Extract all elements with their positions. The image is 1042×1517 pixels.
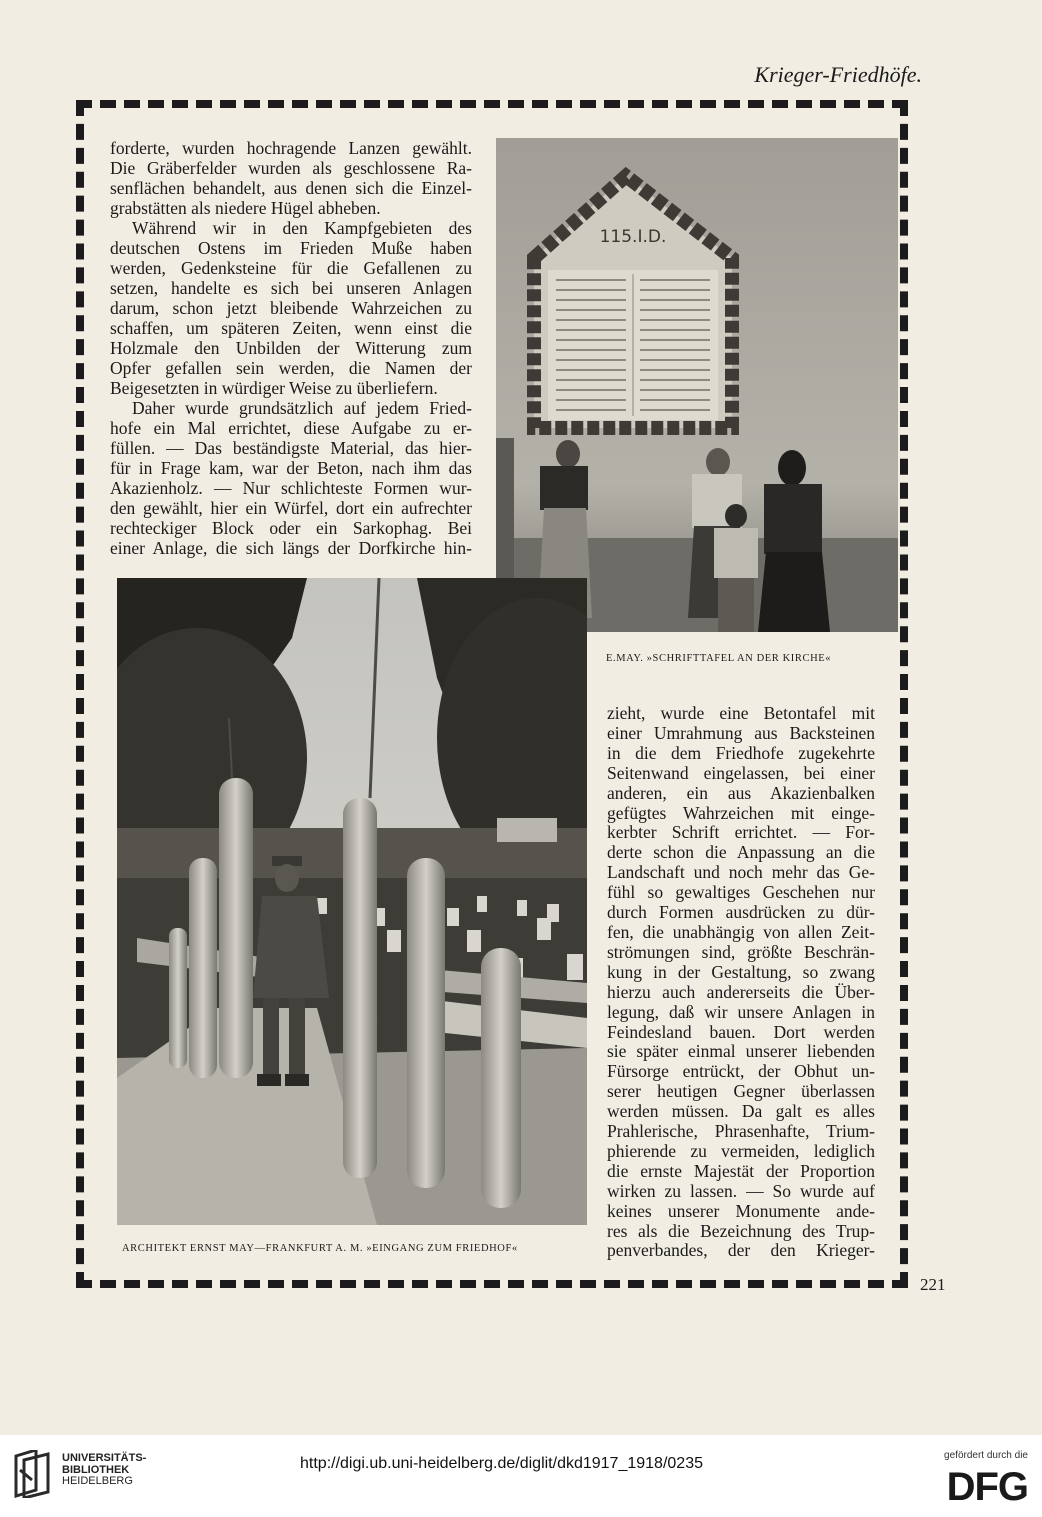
text-line: den gewählt, hier ein Würfel, dort ein aufrechter bbox=[110, 498, 472, 518]
text-line: rechteckiger Block oder ein Sarkophag. Bei bbox=[110, 518, 472, 538]
text-line: penverbandes, der den Krieger- bbox=[607, 1240, 875, 1261]
text-line: hierzu auch andererseits die Über- bbox=[607, 981, 875, 1002]
text-line: werden, Gedenksteine für die Gefallenen zu bbox=[110, 258, 472, 278]
text-line: derte schon die Anpassung an die bbox=[607, 842, 875, 863]
text-line: Landschaft und noch mehr das Ge- bbox=[607, 862, 875, 883]
text-line: anderen, ein aus Akazienbalken bbox=[607, 782, 875, 803]
caption-cemetery-entrance: ARCHITEKT ERNST MAY—FRANKFURT A. M. »EINGANG ZUM FRIEDHOF« bbox=[122, 1243, 518, 1254]
text-line: forderte, wurden hochragende Lanzen gewählt. bbox=[110, 138, 472, 158]
sponsor-label: gefördert durch die bbox=[944, 1450, 1028, 1461]
text-line: gefügtes Wahrzeichen mit einge- bbox=[607, 802, 875, 823]
text-line: die ernste Majestät der Proportion bbox=[607, 1160, 875, 1181]
text-line: strömungen sind, größte Beschrän- bbox=[607, 941, 875, 962]
text-line: serer heutigen Gegner überlassen bbox=[607, 1081, 875, 1102]
text-line: legung, daß wir unsere Anlagen in bbox=[607, 1001, 875, 1022]
text-line: Prahlerische, Phrasenhafte, Trium- bbox=[607, 1121, 875, 1142]
text-line: setzen, handelte es sich bei unseren Anlagen bbox=[110, 278, 472, 298]
text-line: phierende zu vermeiden, lediglich bbox=[607, 1140, 875, 1161]
text-line: darum, schon jetzt bleibende Wahrzeichen zu bbox=[110, 298, 472, 318]
dfg-logo[interactable]: DFG bbox=[946, 1465, 1028, 1509]
text-line: Fürsorge entrückt, der Obhut un- bbox=[607, 1061, 875, 1082]
text-line: werden müssen. Da galt es alles bbox=[607, 1101, 875, 1122]
permalink-url[interactable]: http://digi.ub.uni-heidelberg.de/diglit/dkd1917_1918/0235 bbox=[300, 1455, 703, 1472]
running-head: Krieger-Friedhöfe. bbox=[754, 62, 922, 87]
text-line: Akazienholz. — Nur schlichteste Formen wur- bbox=[110, 478, 472, 498]
text-line: fühl so gewaltiges Geschehen nur bbox=[607, 882, 875, 903]
photo-church-plaque bbox=[496, 138, 898, 632]
text-line: deutschen Ostens im Frieden Muße haben bbox=[110, 238, 472, 258]
text-line: Beigesetzten in würdiger Weise zu überliefern. bbox=[110, 378, 438, 398]
left-text-column bbox=[110, 138, 472, 558]
text-line: fen, die unabhängig von allen Zeit- bbox=[607, 921, 875, 942]
right-text-column bbox=[607, 704, 875, 1261]
institution-name bbox=[62, 1453, 146, 1488]
text-line: einer Anlage, die sich längs der Dorfkirche hin- bbox=[110, 538, 472, 558]
text-line: Holzmale den Unbilden der Witterung zum bbox=[110, 338, 472, 358]
text-line: sie später einmal unserer liebenden bbox=[607, 1041, 875, 1062]
institution-line-1: UNIVERSITÄTS- bbox=[62, 1452, 147, 1464]
text-line: für in Frage kam, war der Beton, nach ihm das bbox=[110, 458, 472, 478]
page-number: 221 bbox=[920, 1275, 946, 1294]
footer-bar bbox=[0, 1435, 1042, 1517]
institution-line-2: BIBLIOTHEK bbox=[62, 1463, 130, 1476]
text-line: Feindesland bauen. Dort werden bbox=[607, 1021, 875, 1042]
text-line: wirken zu lassen. — So wurde auf bbox=[607, 1180, 875, 1201]
text-line: senflächen behandelt, aus denen sich die Einzel- bbox=[110, 178, 472, 198]
text-line: Daher wurde grundsätzlich auf jedem Fried- bbox=[132, 398, 472, 418]
text-line: hofe ein Mal errichtet, diese Aufgabe zu er- bbox=[110, 418, 472, 438]
text-line: einer Umrahmung aus Backsteinen bbox=[607, 722, 875, 743]
text-line: Während wir in den Kampfgebieten des bbox=[132, 218, 472, 238]
photo-cemetery-entrance bbox=[117, 578, 587, 1225]
caption-church-plaque: E.MAY. »SCHRIFTTAFEL AN DER KIRCHE« bbox=[606, 653, 832, 664]
text-line: schaffen, um späteren Zeiten, wenn einst die bbox=[110, 318, 472, 338]
text-line: in die dem Friedhofe zugekehrte bbox=[607, 742, 875, 763]
university-library-logo-icon[interactable] bbox=[12, 1450, 54, 1498]
text-line: kerbter Schrift errichtet. — For- bbox=[607, 822, 875, 843]
text-line: zieht, wurde eine Betontafel mit bbox=[607, 703, 875, 723]
institution-line-3: HEIDELBERG bbox=[62, 1475, 133, 1487]
text-line: grabstätten als niedere Hügel abheben. bbox=[110, 198, 381, 218]
text-line: Opfer gefallen sein werden, die Namen der bbox=[110, 358, 472, 378]
text-line: Seitenwand eingelassen, bei einer bbox=[607, 762, 875, 783]
text-line: keines unserer Monumente ande- bbox=[607, 1200, 875, 1221]
text-line: kung in der Gestaltung, so zwang bbox=[607, 961, 875, 982]
plaque-heading: 115.I.D. bbox=[599, 227, 667, 247]
text-line: füllen. — Das beständigste Material, das hier- bbox=[110, 438, 472, 458]
text-line: Die Gräberfelder wurden als geschlossene Ra- bbox=[110, 158, 472, 178]
text-line: res als die Bezeichnung des Trup- bbox=[607, 1220, 875, 1241]
text-line: durch Formen ausdrücken zu dür- bbox=[607, 902, 875, 923]
